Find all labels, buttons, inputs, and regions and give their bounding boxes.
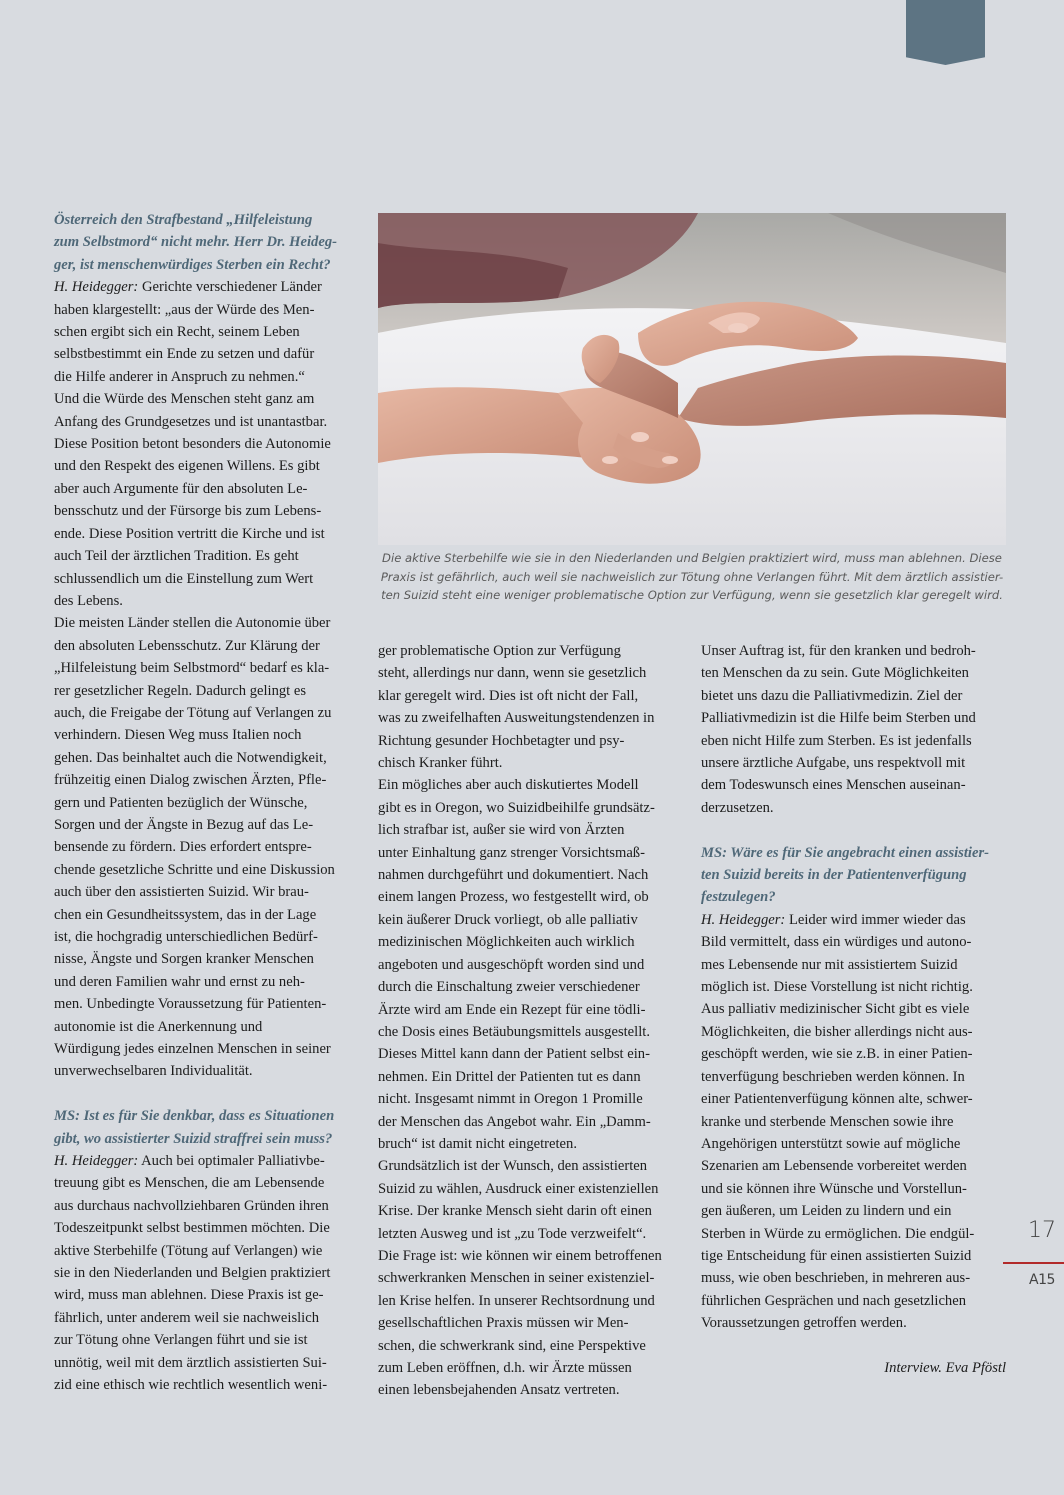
- photo-caption: [378, 549, 1006, 605]
- text-line: gibt, wo assistierter Suizid straffrei sein muss?: [54, 1130, 333, 1147]
- text-line: was zu zweifelhaften Ausweitungstendenzen in: [378, 710, 655, 727]
- text-line: Ärzte wird am Ende ein Rezept für eine tödli-: [378, 1001, 646, 1018]
- text-line: tige Entscheidung für einen assistierten Suizid: [701, 1247, 972, 1264]
- text-line: Todeszeitpunkt selbst bestimmen möchten. Die: [54, 1220, 330, 1237]
- text-line: bietet uns dazu die Palliativmedizin. Ziel der: [701, 687, 963, 704]
- text-line: auch über den assistierten Suizid. Wir brau-: [54, 884, 309, 901]
- text-line: gesellschaftlichen Praxis müssen wir Men-: [378, 1315, 629, 1332]
- text-line: und den Respekt des eigenen Willens. Es gibt: [54, 458, 320, 475]
- question-3: [701, 842, 1006, 909]
- text-line: ger problematische Option zur Verfügung: [378, 643, 621, 659]
- text-line: sie in den Niederlanden und Belgien praktiziert: [54, 1265, 331, 1282]
- text-line: frühzeitig einen Dialog zwischen Ärzten, Pfle-: [54, 772, 327, 789]
- interview-credit: Interview. Eva Pföstl: [884, 1359, 1006, 1376]
- question-1: [54, 209, 359, 276]
- text-line: tenverfügung beschrieben werden können. In: [701, 1068, 965, 1085]
- text-line: eben nicht Hilfe zum Sterben. Es ist jedenfalls: [701, 732, 972, 749]
- text-line: führlichen Gesprächen und nach gesetzlichen: [701, 1292, 967, 1309]
- text-line: muss, wie oben beschrieben, in mehreren aus-: [701, 1270, 971, 1287]
- holding-hands-illustration: [378, 213, 1006, 545]
- article-column-1: [54, 209, 359, 1397]
- text-line: Richtung gesunder Hochbetagter und psy-: [378, 732, 625, 749]
- text-line: Szenarien am Lebensende vorbereitet werden: [701, 1158, 967, 1175]
- text-line: chen ein Gesundheitssystem, das in der Lage: [54, 906, 317, 923]
- body-text: [701, 640, 1006, 819]
- text-line: chende gesetzliche Schritte und eine Diskussion: [54, 861, 335, 878]
- text-line: rer gesetzlicher Regeln. Dadurch gelingt es: [54, 682, 307, 699]
- text-line: auch, die Freigabe der Tötung auf Verlangen zu: [54, 704, 332, 721]
- text-line: schen, die schwerkrank sind, eine Perspektive: [378, 1337, 646, 1354]
- text-line: medizinischen Möglichkeiten auch wirklich: [378, 934, 635, 951]
- text-line: nisse, Ängste und Sorgen kranker Menschen: [54, 951, 314, 968]
- text-line: die Hilfe anderer in Anspruch zu nehmen.“: [54, 368, 305, 385]
- text-line: zur Tötung ohne Verlangen führt und sie ist: [54, 1332, 308, 1349]
- text-line: ten Menschen da zu sein. Gute Möglichkeiten: [701, 665, 969, 682]
- text-line: festzulegen?: [701, 889, 776, 906]
- text-line: Ein mögliches aber auch diskutiertes Modell: [378, 777, 639, 794]
- text-line: steht, allerdings nur dann, wenn sie gesetzlich: [378, 665, 647, 682]
- text-line: ende. Diese Position vertritt die Kirche und ist: [54, 525, 325, 542]
- text-line: einen lebensbejahenden Ansatz vertreten.: [378, 1382, 620, 1399]
- text-line: verhindern. Diesen Weg muss Italien noch: [54, 727, 302, 744]
- text-line: letzten Ausweg und ist „zu Tode verzweifelt“.: [378, 1225, 647, 1242]
- text-line: Würdigung jedes einzelnen Menschen in seiner: [54, 1041, 331, 1058]
- text-line: Die Frage ist: wie können wir einem betroffenen: [378, 1247, 662, 1264]
- text-line: gibt es in Oregon, wo Suizidbeihilfe grundsätz-: [378, 799, 655, 816]
- text-line: möglich ist. Diese Vorstellung ist nicht richtig.: [701, 979, 973, 996]
- text-line: aus durchaus nachvollziehbaren Gründen ihren: [54, 1197, 329, 1214]
- text-line: schlussendlich um die Einstellung zum Wert: [54, 570, 314, 587]
- text-line: schen ergibt sich ein Recht, seinem Leben: [54, 324, 300, 341]
- text-line: che Dosis eines Betäubungsmittels ausgestellt.: [378, 1023, 650, 1040]
- article-column-2: [378, 640, 679, 1402]
- text-line: Krise. Der kranke Mensch sieht darin oft einen: [378, 1203, 652, 1220]
- text-line: bensende zu fördern. Dies erfordert entspre-: [54, 839, 312, 856]
- holding-hands-photo: [378, 213, 1006, 545]
- text-line: MS: Ist es für Sie denkbar, dass es Situationen: [54, 1108, 335, 1125]
- text-line: unter Einhaltung ganz strenger Vorsichtsmaß-: [378, 844, 645, 861]
- text-line: mes Lebensende nur mit assistiertem Suizid: [701, 956, 958, 973]
- text-line: Die aktive Sterbehilfe wie sie in den Niederlanden und Belgien praktiziert wird, muss man ablehnen. Diese: [382, 551, 1002, 565]
- speaker-label: H. Heidegger:: [701, 911, 786, 928]
- text-line: autonomie ist die Anerkennung und: [54, 1018, 263, 1035]
- text-line: angeboten und ausgeschöpft worden sind und: [378, 956, 645, 973]
- page-number: 17: [1028, 1218, 1056, 1243]
- answer-3: [701, 909, 1006, 1335]
- text-line: nehmen. Ein Drittel der Patienten tut es dann: [378, 1068, 641, 1085]
- text-line: derzusetzen.: [701, 799, 774, 816]
- text-line: selbstbestimmt ein Ende zu setzen und dafür: [54, 346, 315, 363]
- text-line: unverwechselbaren Individualität.: [54, 1063, 253, 1080]
- text-line: kranke und sterbende Menschen sowie ihre: [701, 1113, 954, 1130]
- text-line: und deren Familien wahr und ernst zu neh-: [54, 973, 305, 990]
- text-line: Diese Position betont besonders die Autonomie: [54, 436, 331, 453]
- answer-1: [54, 276, 359, 1083]
- text-line: Voraussetzungen getroffen werden.: [701, 1315, 907, 1332]
- text-line: Sorgen und der Ängste in Bezug auf das Le-: [54, 816, 314, 833]
- text-line: kein äußerer Druck vorliegt, ob alle palliativ: [378, 911, 638, 928]
- text-line: fährlich, unter anderem weil sie nachweislich: [54, 1309, 320, 1326]
- text-line: haben klargestellt: „aus der Würde des Men-: [54, 301, 315, 318]
- text-line: len Krise helfen. In unserer Rechtsordnung und: [378, 1292, 655, 1309]
- text-line: ten Suizid steht eine weniger problematische Option zur Verfügung, wenn sie gesetzlich klar geregelt wird.: [381, 588, 1003, 602]
- text-line: ger, ist menschenwürdiges Sterben ein Recht?: [54, 256, 331, 273]
- text-line: nahmen durchgeführt und dokumentiert. Nach: [378, 867, 649, 884]
- text-line: bensschutz und der Fürsorge bis zum Lebens-: [54, 503, 322, 520]
- text-line: Auch bei optimaler Palliativbe-: [138, 1153, 325, 1170]
- text-line: den absoluten Lebensschutz. Zur Klärung der: [54, 637, 320, 654]
- text-line: einem langen Prozess, wo festgestellt wird, ob: [378, 889, 649, 906]
- text-line: gern und Patienten bezüglich der Wünsche,: [54, 794, 308, 811]
- text-line: Praxis ist gefährlich, auch weil sie nachweislich zur Tötung ohne Verlangen führt. Mit dem ärztlich assistier-: [380, 569, 1004, 584]
- text-line: Suizid zu wählen, Ausdruck einer existenziellen: [378, 1180, 659, 1197]
- text-line: Anfang des Grundgesetzes und ist unantastbar.: [54, 413, 328, 430]
- text-line: Sterben in Würde zu ermöglichen. Die endgül-: [701, 1225, 975, 1242]
- text-line: lich strafbar ist, außer sie wird von Ärzten: [378, 822, 625, 839]
- text-line: treuung gibt es Menschen, die am Lebensende: [54, 1175, 325, 1192]
- text-line: Leider wird immer wieder das: [785, 911, 966, 928]
- text-line: Palliativmedizin ist die Hilfe beim Sterben und: [701, 710, 976, 727]
- text-line: wird, muss man ablehnen. Diese Praxis ist ge-: [54, 1287, 324, 1304]
- text-line: des Lebens.: [54, 592, 123, 609]
- speaker-label: H. Heidegger:: [54, 279, 139, 296]
- text-line: der Menschen das Angebot wahr. Ein „Damm-: [378, 1113, 651, 1130]
- text-line: Angehörigen unterstützt sowie auf mögliche: [701, 1135, 961, 1152]
- text-line: gehen. Das beinhaltet auch die Notwendigkeit,: [54, 749, 327, 766]
- issue-code: A15: [1029, 1272, 1055, 1288]
- text-line: Bild vermittelt, dass ein würdiges und autono-: [701, 934, 972, 951]
- answer-2: [54, 1150, 359, 1396]
- text-line: Grundsätzlich ist der Wunsch, den assistierten: [378, 1158, 648, 1175]
- text-line: Österreich den Strafbestand „Hilfeleistung: [54, 212, 313, 228]
- text-line: schwerkranken Menschen in seiner existenziel-: [378, 1270, 655, 1287]
- text-line: ist, die hochgradig unterschiedlichen Bedürf-: [54, 929, 318, 945]
- text-line: aber auch Argumente für den absoluten Le-: [54, 480, 308, 497]
- text-line: Die meisten Länder stellen die Autonomie über: [54, 615, 331, 632]
- text-line: men. Unbedingte Voraussetzung für Patienten-: [54, 996, 327, 1013]
- text-line: Möglichkeiten, die bisher allerdings nicht aus-: [701, 1023, 973, 1040]
- speaker-label: H. Heidegger:: [54, 1153, 139, 1170]
- text-line: geschöpft werden, wie sie z.B. in einer Patien-: [701, 1046, 973, 1063]
- text-line: und sie können ihre Wünsche und Vorstellun-: [701, 1180, 967, 1197]
- text-line: unsere ärztliche Aufgabe, uns respektvoll mit: [701, 755, 966, 772]
- text-line: nicht. Insgesamt nimmt in Oregon 1 Promille: [378, 1091, 643, 1108]
- body-text: [378, 640, 679, 1402]
- text-line: zum Selbstmord“ nicht mehr. Herr Dr. Heideg-: [54, 234, 337, 251]
- text-line: einer Patientenverfügung können alte, schwer-: [701, 1091, 973, 1108]
- article-column-3: [701, 640, 1006, 1379]
- text-line: Gerichte verschiedener Länder: [138, 279, 322, 296]
- page-divider: [1003, 1262, 1064, 1264]
- text-line: zid eine ethisch wie rechtlich wesentlich weni-: [54, 1377, 328, 1394]
- text-line: bruch“ ist damit nicht eingetreten.: [378, 1135, 577, 1152]
- text-line: durch die Einschaltung zweier verschiedener: [378, 979, 640, 996]
- text-line: aktive Sterbehilfe (Tötung auf Verlangen) wie: [54, 1242, 323, 1259]
- text-line: auch Teil der ärztlichen Tradition. Es geht: [54, 548, 299, 565]
- text-line: Aus palliativ medizinischer Sicht gibt es viele: [701, 1001, 970, 1018]
- bookmark-tab: [906, 0, 985, 65]
- text-line: Dieses Mittel kann dann der Patient selbst ein-: [378, 1046, 650, 1063]
- text-line: dem Todeswunsch eines Menschen auseinan-: [701, 777, 966, 794]
- text-line: zum Leben eröffnen, d.h. wir Ärzte müssen: [378, 1360, 632, 1376]
- text-line: Und die Würde des Menschen steht ganz am: [54, 391, 315, 408]
- text-line: „Hilfeleistung beim Selbstmord“ bedarf es kla-: [54, 660, 330, 677]
- text-line: chisch Kranker führt.: [378, 755, 503, 772]
- text-line: Unser Auftrag ist, für den kranken und bedroh-: [701, 643, 976, 659]
- question-2: [54, 1105, 359, 1150]
- text-line: klar geregelt wird. Dies ist oft nicht der Fall,: [378, 687, 639, 704]
- text-line: gen äußeren, um Leiden zu lindern und ein: [701, 1203, 952, 1220]
- text-line: MS: Wäre es für Sie angebracht einen assistier-: [701, 844, 989, 861]
- text-line: ten Suizid bereits in der Patientenverfügung: [701, 867, 967, 884]
- text-line: unnötig, weil mit dem ärztlich assistierten Sui-: [54, 1354, 327, 1371]
